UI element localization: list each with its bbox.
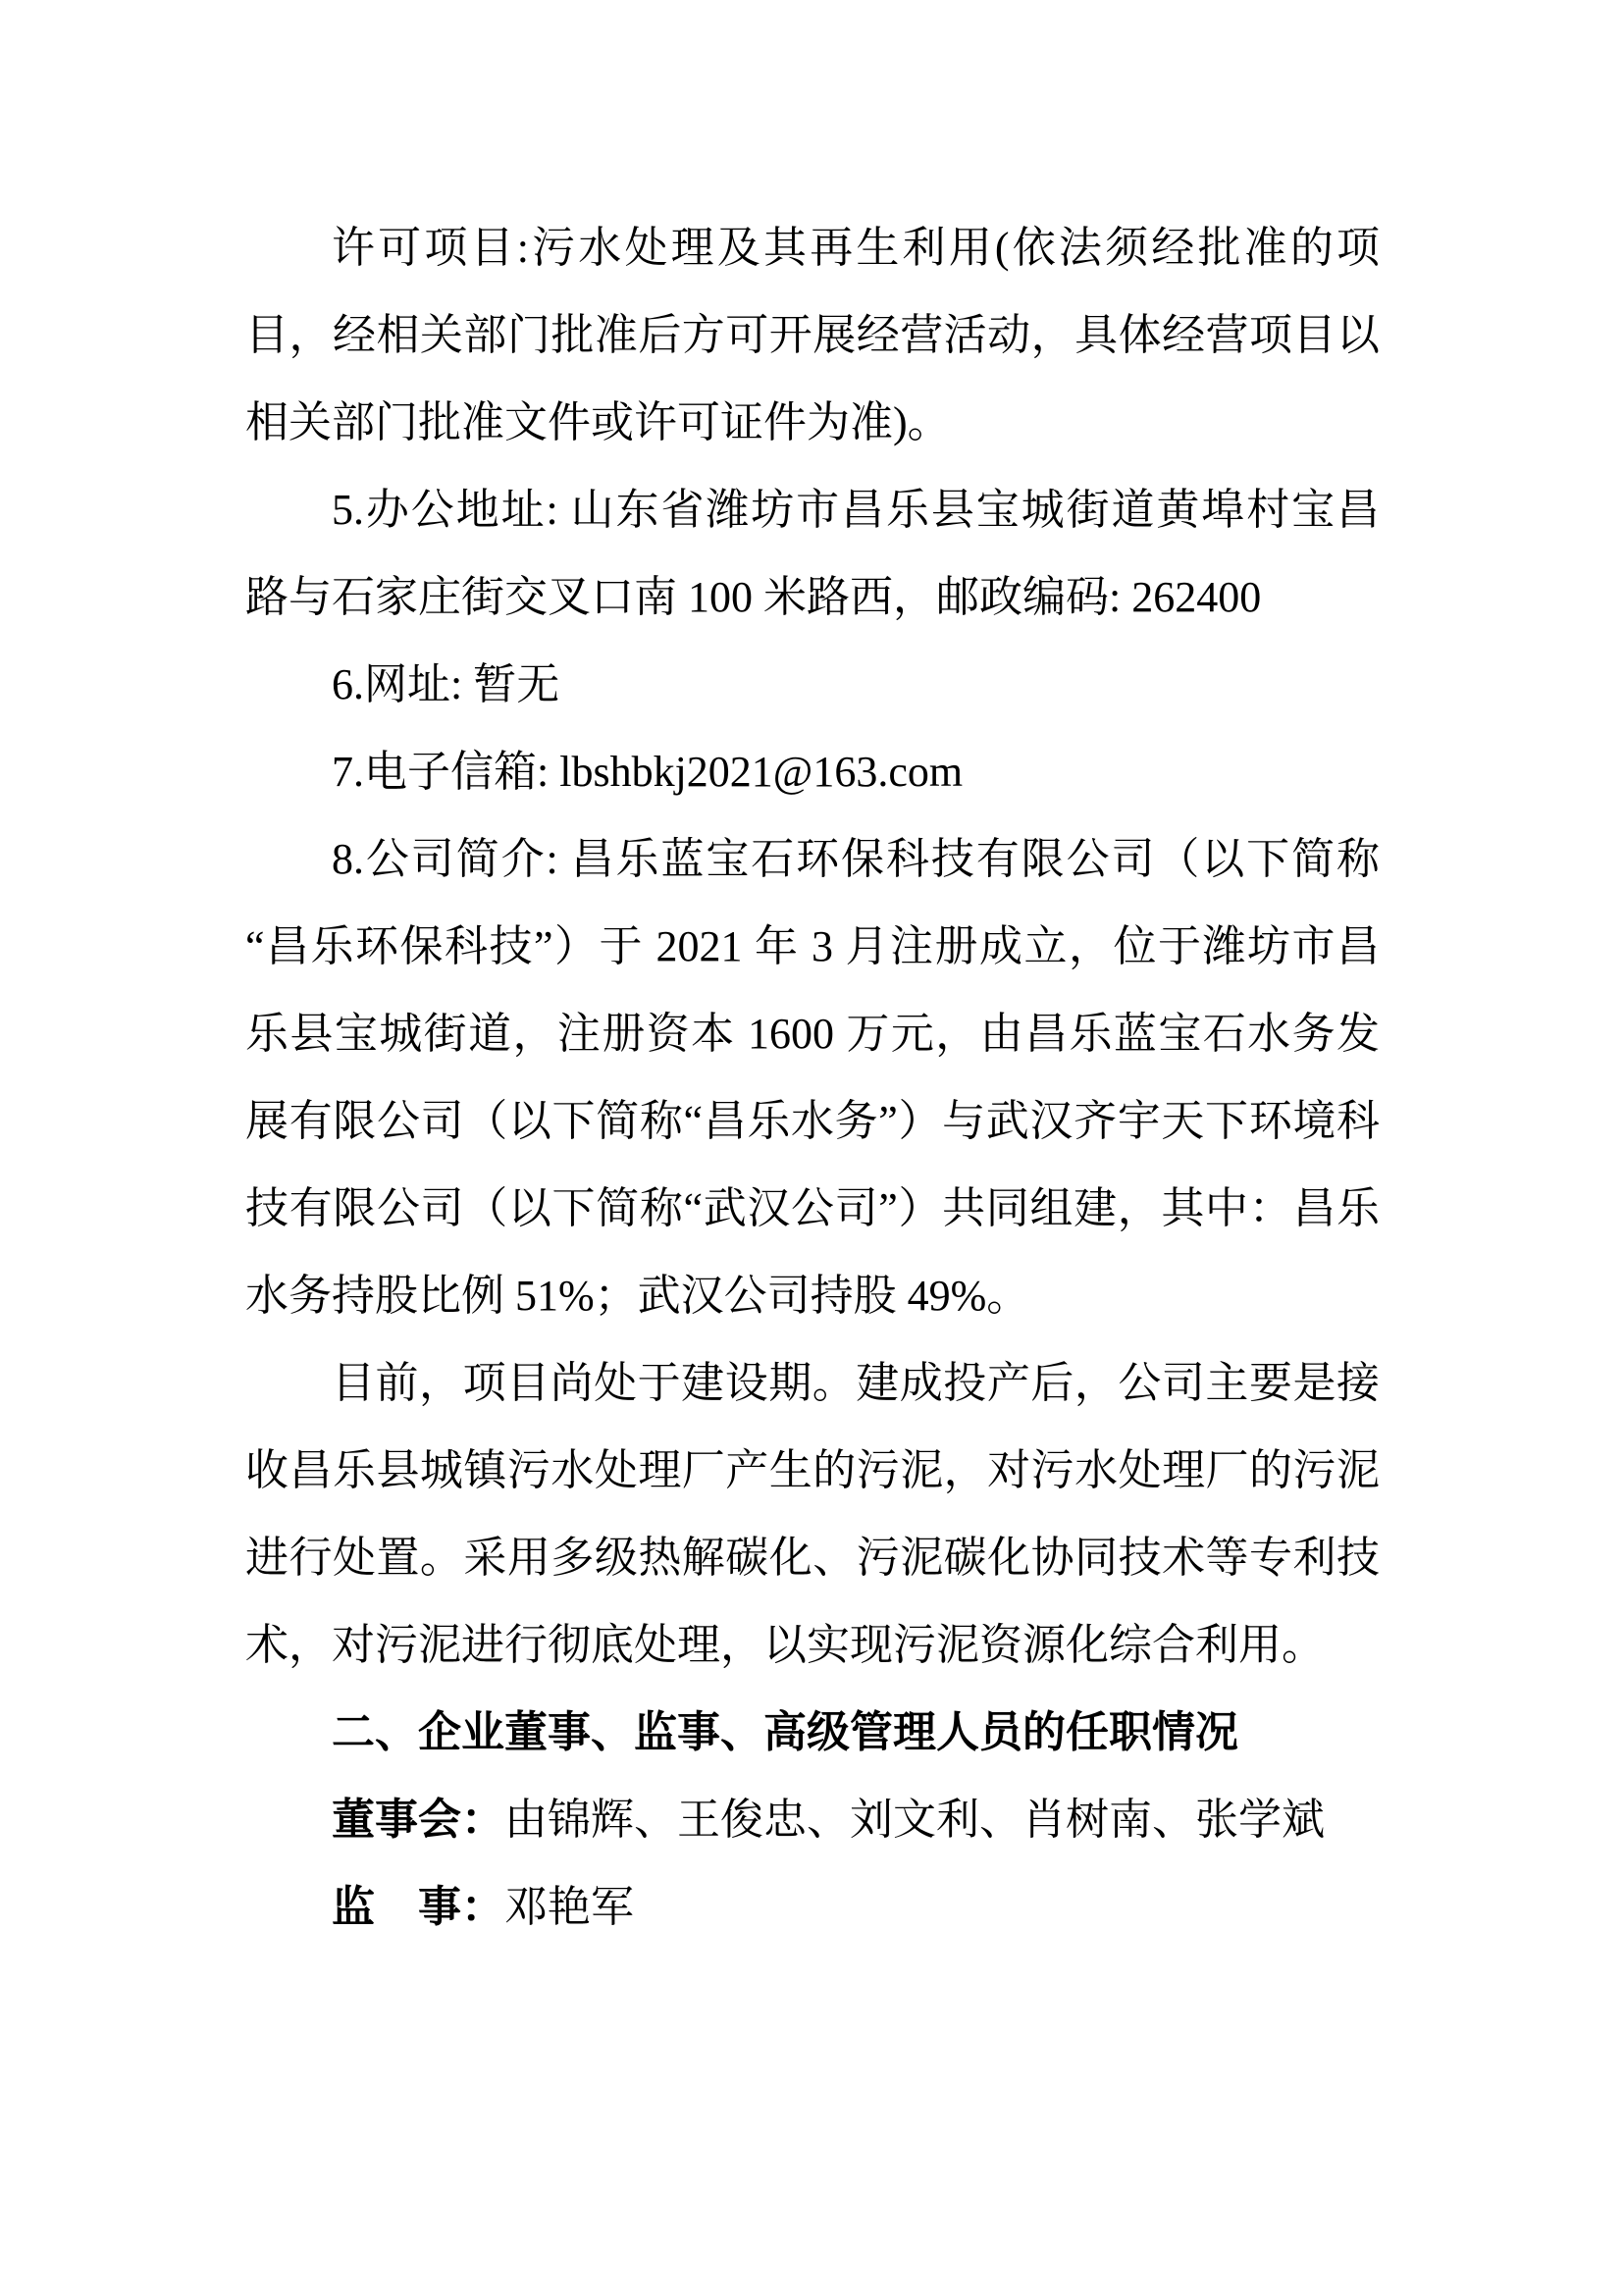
text-line [245,1165,1380,1252]
text-line [245,1689,1380,1776]
text-line [245,641,1380,728]
text-line [245,1252,1380,1339]
text-line [245,1863,1380,1951]
text-line [245,291,1380,379]
bold-text-run: 董事会： [332,1796,504,1844]
text-line [245,728,1380,815]
text-run: 乐县宝城街道，注册资本 1600 万元，由昌乐蓝宝石水务发 [245,1010,1380,1058]
text-line [245,815,1380,903]
text-run: 5.办公地址: 山东省潍坊市昌乐县宝城街道黄埠村宝昌 [332,486,1380,534]
text-run: 目，经相关部门批准后方可开展经营活动，具体经营项目以 [245,311,1380,359]
text-run: “昌乐环保科技”）于 2021 年 3 月注册成立，位于潍坊市昌 [245,922,1380,970]
text-run: 术，对污泥进行彻底处理，以实现污泥资源化综合利用。 [245,1621,1325,1669]
text-run: 技有限公司（以下简称“武汉公司”）共同组建，其中：昌乐 [245,1184,1380,1232]
text-line [245,204,1380,291]
text-run: 目前，项目尚处于建设期。建成投产后，公司主要是接 [332,1359,1380,1407]
text-line [245,1339,1380,1427]
text-run: 水务持股比例 51%；武汉公司持股 49%。 [245,1272,1030,1320]
text-run: 6.网址: 暂无 [332,660,560,708]
text-run: 路与石家庄街交叉口南 100 米路西，邮政编码: 262400 [245,573,1262,621]
text-run: 相关部门批准文件或许可证件为准)。 [245,398,951,446]
text-line [245,1776,1380,1863]
text-line [245,903,1380,990]
bold-text-run: 二、企业董事、监事、高级管理人员的任职情况 [332,1708,1238,1756]
text-run: 收昌乐县城镇污水处理厂产生的污泥，对污水处理厂的污泥 [245,1446,1380,1494]
text-run: 8.公司简介: 昌乐蓝宝石环保科技有限公司（以下简称 [332,835,1380,883]
text-line [245,1514,1380,1601]
text-run: 展有限公司（以下简称“昌乐水务”）与武汉齐宇天下环境科 [245,1097,1380,1145]
text-line [245,1427,1380,1514]
text-run: 进行处置。采用多级热解碳化、污泥碳化协同技术等专利技 [245,1534,1380,1582]
text-line [245,990,1380,1077]
text-run: 邓艳军 [504,1883,634,1931]
bold-text-run: 监 事： [332,1883,504,1931]
text-run: 许可项目:污水处理及其再生利用(依法须经批准的项 [332,224,1380,272]
text-line [245,1077,1380,1165]
text-line [245,466,1380,553]
text-line [245,379,1380,466]
text-run: 由锦辉、王俊忠、刘文利、肖树南、张学斌 [504,1796,1325,1844]
text-block [245,204,1380,1951]
text-line [245,1601,1380,1689]
text-line [245,553,1380,641]
text-run: 7.电子信箱: lbshbkj2021@163.com [332,748,964,796]
